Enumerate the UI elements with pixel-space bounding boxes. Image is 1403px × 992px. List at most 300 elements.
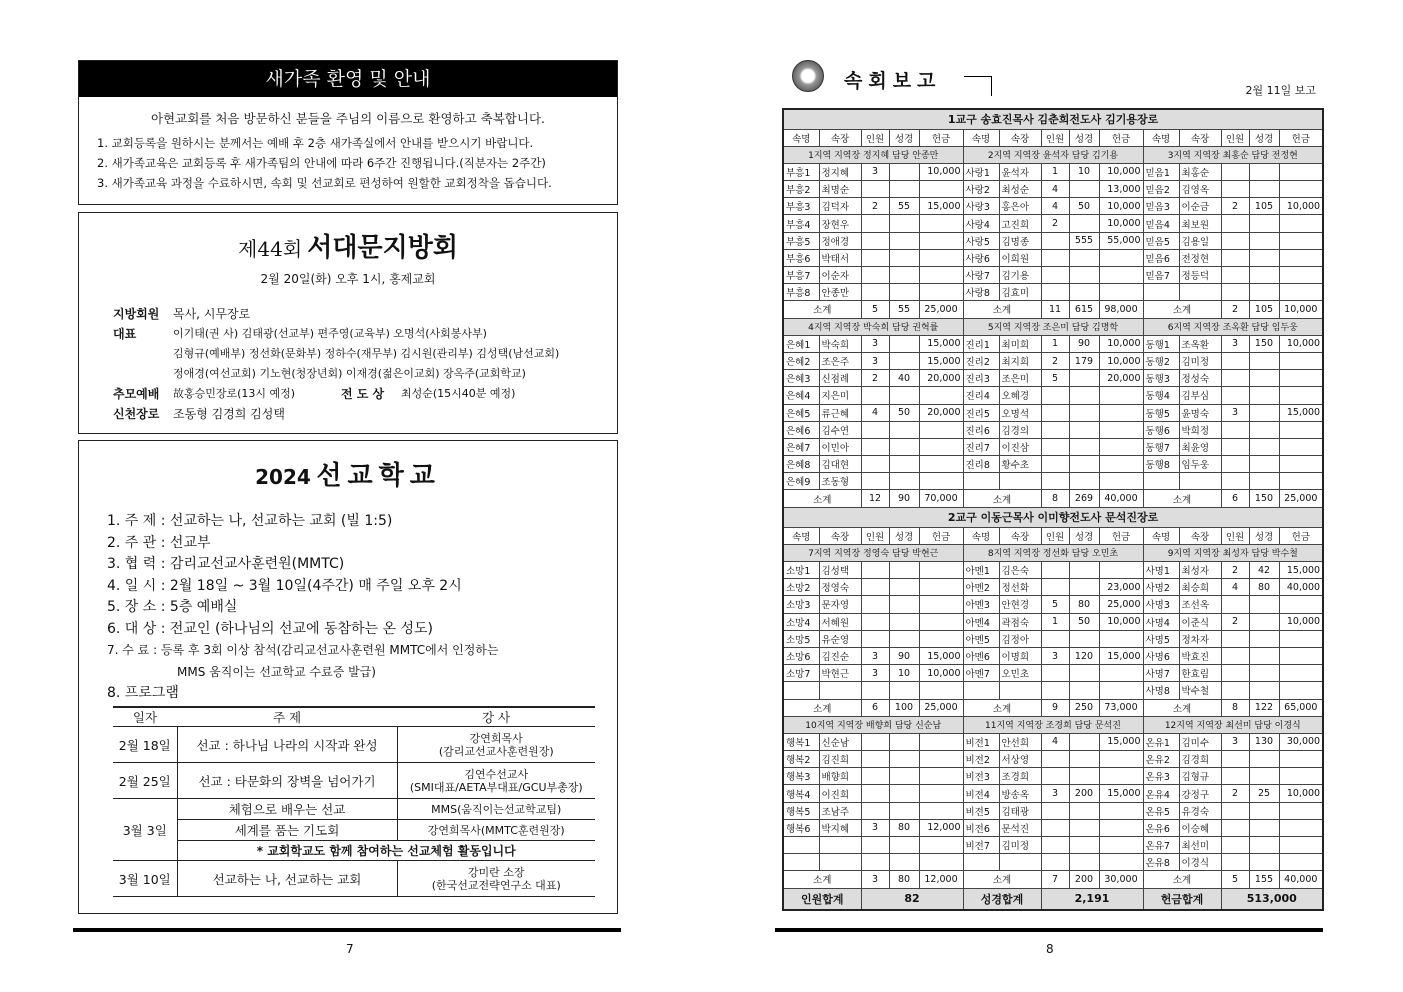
cell: [1221, 682, 1249, 699]
cell: 130: [1249, 733, 1279, 750]
cell: 20,000: [919, 370, 963, 387]
cell: 2: [1221, 613, 1249, 630]
cell: [1279, 438, 1323, 455]
cell: [1279, 370, 1323, 387]
data-row: [783, 785, 1323, 802]
cell: [889, 249, 919, 266]
cell: [963, 473, 999, 490]
cell: 12,000: [919, 871, 963, 888]
cell: [919, 682, 963, 699]
cell: [1249, 249, 1279, 266]
cell: [1069, 682, 1099, 699]
cell: [861, 387, 889, 404]
cell: [889, 456, 919, 473]
cell: 부흥3: [783, 198, 819, 215]
cell: 사명8: [1143, 682, 1179, 699]
cell: 성경: [889, 527, 919, 544]
cell: 김정아: [999, 630, 1041, 647]
cell: [1221, 768, 1249, 785]
cell: [889, 387, 919, 404]
cell: [861, 284, 889, 301]
cell: 속장: [819, 527, 861, 544]
cell: 헌금합계: [1143, 888, 1221, 910]
cell: 믿음4: [1143, 215, 1179, 232]
cell: 속장: [1179, 527, 1221, 544]
cell: [1279, 249, 1323, 266]
cell: 비전7: [963, 837, 999, 854]
cell: [1099, 768, 1143, 785]
cell: [861, 733, 889, 750]
cell: 문석진: [999, 819, 1041, 836]
cell: 아멘3: [963, 596, 999, 613]
cell: 70,000: [919, 490, 963, 507]
cell: 90: [889, 490, 919, 507]
cell: 10,000: [1279, 335, 1323, 352]
cell: 200: [1069, 785, 1099, 802]
cell: [1099, 473, 1143, 490]
program-row: 2월 18일 선교 : 하나님 나라의 시작과 완성 강연희목사 (감리교선교사훈련원장): [113, 727, 595, 763]
cell: [783, 854, 819, 871]
group-header: [783, 507, 1323, 527]
cell: [1279, 473, 1323, 490]
cell: 최선미: [1179, 837, 1221, 854]
cell: [1279, 181, 1323, 198]
column-header: [783, 129, 1323, 146]
cell: 소계: [783, 871, 861, 888]
cell: 55: [889, 301, 919, 318]
cell: 문자영: [819, 596, 861, 613]
cell: [1221, 819, 1249, 836]
cell: [1069, 473, 1099, 490]
cell: 소망2: [783, 579, 819, 596]
cell: [1249, 819, 1279, 836]
cell: [889, 751, 919, 768]
cell: 122: [1249, 699, 1279, 716]
cell: [1279, 352, 1323, 369]
cell: 소계: [1143, 301, 1221, 318]
cell: 1: [1041, 613, 1069, 630]
cell: 155: [1249, 871, 1279, 888]
cell: 80: [1249, 579, 1279, 596]
cell: 15,000: [919, 647, 963, 664]
cell: 5지역 지역장 조은미 담당 김명학: [963, 318, 1143, 335]
cell: 8지역 지역장 정선화 담당 오민초: [963, 544, 1143, 561]
cell: [889, 562, 919, 579]
cell: [1069, 630, 1099, 647]
mission-items: [107, 511, 498, 705]
cell: 최성순: [999, 181, 1041, 198]
cell: [1249, 456, 1279, 473]
cell: 25,000: [1099, 596, 1143, 613]
cell: [919, 630, 963, 647]
cell: 부흥6: [783, 249, 819, 266]
cell: 안현경: [999, 596, 1041, 613]
cell: 1: [1041, 163, 1069, 180]
cell: 부흥5: [783, 232, 819, 249]
cell: 최미희: [999, 335, 1041, 352]
title-underline: [964, 76, 992, 96]
cell: [1279, 596, 1323, 613]
cell: [1279, 284, 1323, 301]
cell: [1099, 249, 1143, 266]
cell: [1179, 284, 1221, 301]
cell: 10,000: [1099, 352, 1143, 369]
cell: 90: [889, 647, 919, 664]
cell: 진리4: [963, 387, 999, 404]
cell: [1069, 837, 1099, 854]
cell: 성경: [1249, 129, 1279, 146]
cell: 성경: [1249, 527, 1279, 544]
cell: [861, 768, 889, 785]
cell: 은혜8: [783, 456, 819, 473]
cell: 3: [861, 871, 889, 888]
cell: 10,000: [1099, 335, 1143, 352]
cell: 온유3: [1143, 768, 1179, 785]
district-elder: 신천장로 조동형 김경희 김성택: [113, 407, 285, 421]
cell: 사명7: [1143, 665, 1179, 682]
cell: 정등덕: [1179, 267, 1221, 284]
data-row: [783, 352, 1323, 369]
cell: [1099, 802, 1143, 819]
cell: [999, 473, 1041, 490]
cell: 98,000: [1099, 301, 1143, 318]
cell: 5: [861, 301, 889, 318]
cell: 김용일: [1179, 232, 1221, 249]
totals-row: [783, 888, 1323, 910]
cell: [1249, 596, 1279, 613]
cell: 8: [1221, 699, 1249, 716]
cell: [1279, 819, 1323, 836]
cell: 배향희: [819, 768, 861, 785]
data-row: [783, 682, 1323, 699]
cell: 헌금: [919, 129, 963, 146]
cell: [1249, 473, 1279, 490]
cell: 비전3: [963, 768, 999, 785]
cell: 박태서: [819, 249, 861, 266]
cell: 속명: [1143, 527, 1179, 544]
cell: 8: [1041, 490, 1069, 507]
cell: [919, 596, 963, 613]
cell: 11지역 지역장 조경희 담당 문석진: [963, 716, 1143, 733]
cell: 소계: [1143, 871, 1221, 888]
data-row: [783, 596, 1323, 613]
cell: [1279, 647, 1323, 664]
cell: [1279, 630, 1323, 647]
cell: 동행2: [1143, 352, 1179, 369]
cell: 105: [1249, 301, 1279, 318]
cell: 2: [1221, 198, 1249, 215]
cell: 3: [1221, 733, 1249, 750]
cell: [1069, 421, 1099, 438]
cell: [1249, 284, 1279, 301]
cell: [1221, 249, 1249, 266]
cell: [1099, 819, 1143, 836]
cell: 2: [861, 370, 889, 387]
cell: 1: [1041, 335, 1069, 352]
cell: [1249, 267, 1279, 284]
mission-name: 선교학교: [316, 461, 441, 491]
cell: 6지역 지역장 조옥환 담당 임두웅: [1143, 318, 1323, 335]
district-when: 2월 20일(화) 오후 1시, 홍제교회: [260, 272, 436, 286]
cell: 조선옥: [1179, 596, 1221, 613]
cell: [1099, 456, 1143, 473]
data-row: [783, 335, 1323, 352]
cell: 12지역 지역장 최선미 담당 이경식: [1143, 716, 1323, 733]
cell: [889, 335, 919, 352]
cell: [1249, 387, 1279, 404]
cell: [1069, 768, 1099, 785]
cell: [1099, 387, 1143, 404]
cell: [861, 438, 889, 455]
cell: [1279, 267, 1323, 284]
data-row: [783, 249, 1323, 266]
cell: 사명1: [1143, 562, 1179, 579]
report-title: 속회보고: [844, 70, 942, 92]
cell: [1041, 387, 1069, 404]
cell: [1279, 665, 1323, 682]
cell: 온유5: [1143, 802, 1179, 819]
mission-item: 7. 수 료 : 등록 후 3회 이상 참석(감리교선교사훈련원 MMTC에서 인정하는: [107, 643, 499, 657]
program-row: 3월 3일 체험으로 배우는 선교 MMS(움직이는선교학교팀): [113, 799, 595, 820]
cell: 200: [1069, 871, 1099, 888]
cell: 은혜6: [783, 421, 819, 438]
cell: 속장: [819, 129, 861, 146]
data-row: [783, 819, 1323, 836]
region-row: [783, 716, 1323, 733]
cell: 이승혜: [1179, 819, 1221, 836]
cell: 20,000: [919, 404, 963, 421]
cell: 김기용: [999, 267, 1041, 284]
cell: 은혜9: [783, 473, 819, 490]
mission-year: 2024: [255, 465, 311, 489]
cell: 김대현: [819, 456, 861, 473]
cell: 강정구: [1179, 785, 1221, 802]
cell: [1249, 613, 1279, 630]
cell: 김미정: [999, 837, 1041, 854]
welcome-title: 새가족 환영 및 안내: [79, 61, 617, 97]
cell: 7지역 지역장 정영숙 담당 박현근: [783, 544, 963, 561]
cell: 소망3: [783, 596, 819, 613]
cell: [1041, 456, 1069, 473]
cell: 소계: [963, 871, 1041, 888]
cell: 269: [1069, 490, 1099, 507]
cell: [1221, 438, 1249, 455]
cell: 이경식: [1179, 854, 1221, 871]
cell: 헌금: [1099, 527, 1143, 544]
cell: [1221, 596, 1249, 613]
cell: 23,000: [1099, 579, 1143, 596]
cell: 25: [1249, 785, 1279, 802]
cell: [1099, 854, 1143, 871]
cell: 방송옥: [999, 785, 1041, 802]
cell: 정애경: [819, 232, 861, 249]
cell: [1069, 579, 1099, 596]
cell: 9지역 지역장 최성자 담당 박수철: [1143, 544, 1323, 561]
cell: 비전4: [963, 785, 999, 802]
cell: [1221, 370, 1249, 387]
data-row: [783, 473, 1323, 490]
data-row: [783, 751, 1323, 768]
welcome-item: 1. 교회등록을 원하시는 분께서는 예배 후 2층 새가족실에서 안내를 받으시기 바랍니다.: [97, 136, 534, 150]
cell: [1143, 473, 1179, 490]
cell: 김덕자: [819, 198, 861, 215]
cell: 3: [861, 647, 889, 664]
cell: 유순영: [819, 630, 861, 647]
cell: 김진순: [819, 647, 861, 664]
cell: 최성자: [1179, 562, 1221, 579]
cell: 은혜7: [783, 438, 819, 455]
cell: 김경희: [1179, 751, 1221, 768]
cell: 90: [1069, 335, 1099, 352]
cell: 속명: [963, 129, 999, 146]
cell: [919, 751, 963, 768]
cell: 오명석: [999, 404, 1041, 421]
cell: 2: [1221, 562, 1249, 579]
mission-item: 6. 대 상 : 전교인 (하나님의 선교에 동참하는 온 성도): [107, 620, 434, 637]
cell: 헌금: [1279, 527, 1323, 544]
cell: [1279, 837, 1323, 854]
cell: [1249, 370, 1279, 387]
cell: 조경희: [999, 768, 1041, 785]
cell: 1교구 송효진목사 김춘희전도사 김기용장로: [783, 109, 1323, 129]
cell: 사랑1: [963, 163, 999, 180]
cell: 인원합계: [783, 888, 861, 910]
cell: 15,000: [1099, 733, 1143, 750]
district-title-num: 제44회: [238, 237, 303, 261]
data-row: [783, 768, 1323, 785]
cell: 김수연: [819, 421, 861, 438]
cell: [1279, 387, 1323, 404]
cell: 4지역 지역장 박숙희 담당 권혁률: [783, 318, 963, 335]
cell: [861, 596, 889, 613]
cell: 진리7: [963, 438, 999, 455]
cell: 이명희: [999, 647, 1041, 664]
cell: 42: [1249, 562, 1279, 579]
data-row: [783, 854, 1323, 871]
cell: [889, 785, 919, 802]
cell: 한효림: [1179, 665, 1221, 682]
cell: 10,000: [919, 665, 963, 682]
cell: 은혜4: [783, 387, 819, 404]
cell: 50: [1069, 198, 1099, 215]
district-box: [78, 212, 618, 434]
cell: [1069, 215, 1099, 232]
cell: 동행6: [1143, 421, 1179, 438]
cell: [1249, 352, 1279, 369]
cell: 동행4: [1143, 387, 1179, 404]
cell: 믿음6: [1143, 249, 1179, 266]
cell: 곽점숙: [999, 613, 1041, 630]
cell: 2: [1041, 352, 1069, 369]
cell: [861, 579, 889, 596]
cell: [1249, 232, 1279, 249]
cell: [1069, 284, 1099, 301]
cell: 이준식: [1179, 613, 1221, 630]
report-date: 2월 11일 보고: [1245, 84, 1316, 97]
cell: 조동형: [819, 473, 861, 490]
cell: [783, 682, 819, 699]
cell: 3: [1041, 647, 1069, 664]
cell: [919, 733, 963, 750]
cell: [1279, 854, 1323, 871]
cell: 정차자: [1179, 630, 1221, 647]
cell: 속명: [783, 129, 819, 146]
cell: [919, 854, 963, 871]
program-table: [113, 706, 595, 897]
cell: 179: [1069, 352, 1099, 369]
cell: [889, 181, 919, 198]
cell: 부흥1: [783, 163, 819, 180]
cell: 속장: [1179, 129, 1221, 146]
cell: [1099, 438, 1143, 455]
cell: 속명: [783, 527, 819, 544]
cell: 비전6: [963, 819, 999, 836]
cell: [919, 387, 963, 404]
cell: 은혜2: [783, 352, 819, 369]
cell: 사명4: [1143, 613, 1179, 630]
cell: 2지역 지역장 윤석자 담당 김기용: [963, 146, 1143, 163]
mission-item: 1. 주 제 : 선교하는 나, 선교하는 교회 (빌 1:5): [107, 513, 393, 529]
cell: [1249, 837, 1279, 854]
cell: 소망7: [783, 665, 819, 682]
mission-item: 2. 주 관 : 선교부: [107, 534, 211, 551]
cell: 김효미: [999, 284, 1041, 301]
cell: [1069, 181, 1099, 198]
cell: 김미수: [1179, 733, 1221, 750]
cell: [919, 267, 963, 284]
cell: 소계: [963, 301, 1041, 318]
region-row: [783, 146, 1323, 163]
cell: 5: [1221, 871, 1249, 888]
cell: 아멘1: [963, 562, 999, 579]
cell: [889, 613, 919, 630]
cell: 동행7: [1143, 438, 1179, 455]
data-row: [783, 630, 1323, 647]
right-footer-rule: [775, 928, 1323, 932]
cell: [919, 768, 963, 785]
cell: [889, 596, 919, 613]
cell: [1221, 215, 1249, 232]
cell: [1069, 370, 1099, 387]
cell: [1221, 473, 1249, 490]
cell: [861, 181, 889, 198]
cell: 20,000: [1099, 370, 1143, 387]
cell: 신점례: [819, 370, 861, 387]
cell: [1221, 181, 1249, 198]
cell: 105: [1249, 198, 1279, 215]
data-row: [783, 181, 1323, 198]
cell: [1041, 421, 1069, 438]
cell: 10,000: [1279, 613, 1323, 630]
mission-item: 8. 프로그램: [107, 685, 179, 701]
cell: 40,000: [1279, 579, 1323, 596]
cell: 2,191: [1041, 888, 1143, 910]
cell: 10,000: [1279, 301, 1323, 318]
cell: 은혜1: [783, 335, 819, 352]
cell: 80: [889, 871, 919, 888]
data-row: [783, 232, 1323, 249]
cell: 15,000: [919, 352, 963, 369]
program-header: 일자 주 제 강 사: [113, 707, 595, 727]
cell: [861, 630, 889, 647]
data-row: [783, 421, 1323, 438]
cell: 73,000: [1099, 699, 1143, 716]
cell: 3: [861, 335, 889, 352]
cell: 조은주: [819, 352, 861, 369]
cell: [861, 473, 889, 490]
cell: 헌금: [1279, 129, 1323, 146]
cell: [1041, 854, 1069, 871]
